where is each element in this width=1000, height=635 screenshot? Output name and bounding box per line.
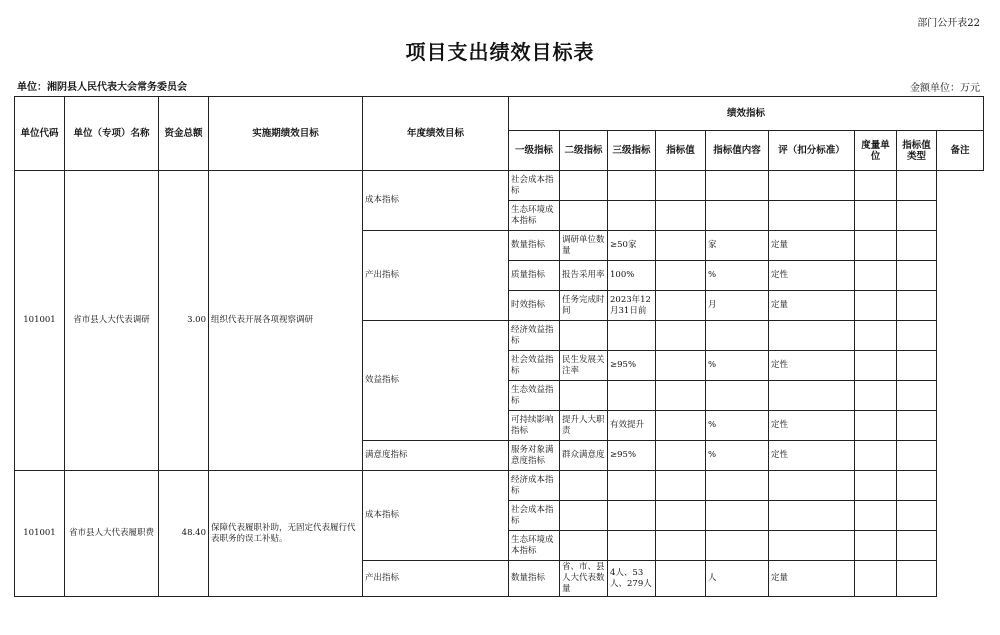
level3-cell [560,171,608,201]
value-type-cell [855,291,897,321]
measure-unit-cell: 定量 [769,291,855,321]
col-project-name: 单位（专项）名称 [65,97,159,171]
remark-cell [897,321,937,351]
value-content-cell [656,201,706,231]
table-row [15,471,984,501]
remark-cell [897,501,937,531]
total-funds-cell: 48.40 [159,471,209,597]
level3-cell: 任务完成时间 [560,291,608,321]
value-type-cell [855,501,897,531]
value-type-cell [855,351,897,381]
level3-cell: 提升人大职责 [560,411,608,441]
score-cell: % [706,411,769,441]
value-cell [608,501,656,531]
page-title: 项目支出绩效目标表 [405,40,595,64]
level2-cell: 经济效益指标 [509,321,560,351]
col-level2: 二级指标 [560,131,608,171]
value-type-cell [855,171,897,201]
level2-cell: 可持续影响指标 [509,411,560,441]
remark-cell [897,231,937,261]
level3-cell: 报告采用率 [560,261,608,291]
value-type-cell [855,261,897,291]
level3-cell [560,501,608,531]
value-cell [608,531,656,561]
unit-code-cell: 101001 [15,171,65,471]
value-cell: 有效提升 [608,411,656,441]
value-content-cell [656,291,706,321]
score-cell [706,171,769,201]
value-content-cell [656,411,706,441]
level2-cell: 时效指标 [509,291,560,321]
remark-cell [897,441,937,471]
value-cell: 100% [608,261,656,291]
score-cell [706,471,769,501]
col-unit-code: 单位代码 [15,97,65,171]
col-period-goal: 实施期绩效目标 [209,97,363,171]
table-body [15,171,984,597]
value-type-cell [855,321,897,351]
level3-cell: 调研单位数量 [560,231,608,261]
period-goal-cell: 组织代表开展各项视察调研 [209,171,363,471]
level2-cell: 经济成本指标 [509,471,560,501]
level1-cell: 效益指标 [363,321,509,441]
value-type-cell [855,531,897,561]
level2-cell: 服务对象满意度指标 [509,441,560,471]
score-cell: 家 [706,231,769,261]
measure-unit-cell [769,201,855,231]
level3-cell [560,471,608,501]
col-remark: 备注 [937,131,984,171]
measure-unit-cell: 定量 [769,231,855,261]
col-level3: 三级指标 [608,131,656,171]
value-type-cell [855,201,897,231]
value-content-cell [656,471,706,501]
value-type-cell [855,411,897,441]
performance-table [14,96,984,597]
measure-unit-cell: 定性 [769,261,855,291]
remark-cell [897,531,937,561]
value-content-cell [656,561,706,597]
remark-cell [897,291,937,321]
score-cell: 人 [706,561,769,597]
level1-cell: 产出指标 [363,561,509,597]
value-cell: 4人、53人、279人 [608,561,656,597]
score-cell [706,531,769,561]
remark-cell [897,561,937,597]
level1-cell: 产出指标 [363,231,509,321]
level3-cell [560,531,608,561]
score-cell [706,501,769,531]
remark-cell [897,351,937,381]
level1-cell: 成本指标 [363,471,509,561]
measure-unit-cell [769,321,855,351]
level1-cell: 成本指标 [363,171,509,231]
col-measure-unit: 度量单位 [855,131,897,171]
measure-unit-cell: 定性 [769,411,855,441]
level2-cell: 社会成本指标 [509,501,560,531]
level3-cell [560,321,608,351]
col-value: 指标值 [656,131,706,171]
form-number: 部门公开表22 [917,18,980,29]
value-cell [608,381,656,411]
level3-cell [560,201,608,231]
score-cell: % [706,441,769,471]
value-content-cell [656,381,706,411]
level1-cell: 满意度指标 [363,441,509,471]
value-cell: 2023年12月31日前 [608,291,656,321]
unit-code-cell: 101001 [15,471,65,597]
period-goal-cell: 保障代表履职补助，无固定代表履行代表职务的误工补贴。 [209,471,363,597]
project-name-cell: 省市县人大代表调研 [65,171,159,471]
score-cell: % [706,261,769,291]
value-cell: ≥50家 [608,231,656,261]
level2-cell: 生态环境成本指标 [509,531,560,561]
level3-cell: 民生发展关注率 [560,351,608,381]
measure-unit-cell [769,531,855,561]
value-cell: ≥95% [608,351,656,381]
remark-cell [897,171,937,201]
col-annual-goal: 年度绩效目标 [363,97,509,171]
value-content-cell [656,441,706,471]
value-cell [608,201,656,231]
level2-cell: 数量指标 [509,231,560,261]
level2-cell: 质量指标 [509,261,560,291]
score-cell [706,381,769,411]
value-type-cell [855,471,897,501]
amount-unit-label: 金额单位：万元 [910,83,980,94]
col-performance-indicator: 绩效指标 [509,97,984,131]
value-content-cell [656,261,706,291]
measure-unit-cell: 定量 [769,561,855,597]
value-content-cell [656,321,706,351]
remark-cell [897,201,937,231]
value-cell [608,321,656,351]
level2-cell: 生态效益指标 [509,381,560,411]
value-cell [608,471,656,501]
remark-cell [897,471,937,501]
unit-label: 单位：湘阴县人民代表大会常务委员会 [17,82,187,93]
measure-unit-cell: 定性 [769,351,855,381]
score-cell [706,321,769,351]
measure-unit-cell: 定性 [769,441,855,471]
value-type-cell [855,441,897,471]
level2-cell: 数量指标 [509,561,560,597]
col-score: 评（扣分标准） [769,131,855,171]
col-total-funds: 资金总额 [159,97,209,171]
level2-cell: 社会效益指标 [509,351,560,381]
col-value-content: 指标值内容 [706,131,769,171]
remark-cell [897,381,937,411]
remark-cell [897,261,937,291]
value-type-cell [855,381,897,411]
measure-unit-cell [769,171,855,201]
score-cell: % [706,351,769,381]
col-value-type: 指标值类型 [897,131,937,171]
measure-unit-cell [769,381,855,411]
score-cell: 月 [706,291,769,321]
remark-cell [897,411,937,441]
measure-unit-cell [769,471,855,501]
value-content-cell [656,501,706,531]
level2-cell: 社会成本指标 [509,171,560,201]
value-cell: ≥95% [608,441,656,471]
col-level1: 一级指标 [509,131,560,171]
total-funds-cell: 3.00 [159,171,209,471]
value-content-cell [656,171,706,201]
value-type-cell [855,561,897,597]
measure-unit-cell [769,501,855,531]
value-content-cell [656,351,706,381]
project-name-cell: 省市县人大代表履职费 [65,471,159,597]
table-row [15,171,984,201]
value-content-cell [656,231,706,261]
value-cell [608,171,656,201]
level2-cell: 生态环境成本指标 [509,201,560,231]
level3-cell: 省、市、县人大代表数量 [560,561,608,597]
value-content-cell [656,531,706,561]
value-type-cell [855,231,897,261]
level3-cell: 群众满意度 [560,441,608,471]
level3-cell [560,381,608,411]
score-cell [706,201,769,231]
